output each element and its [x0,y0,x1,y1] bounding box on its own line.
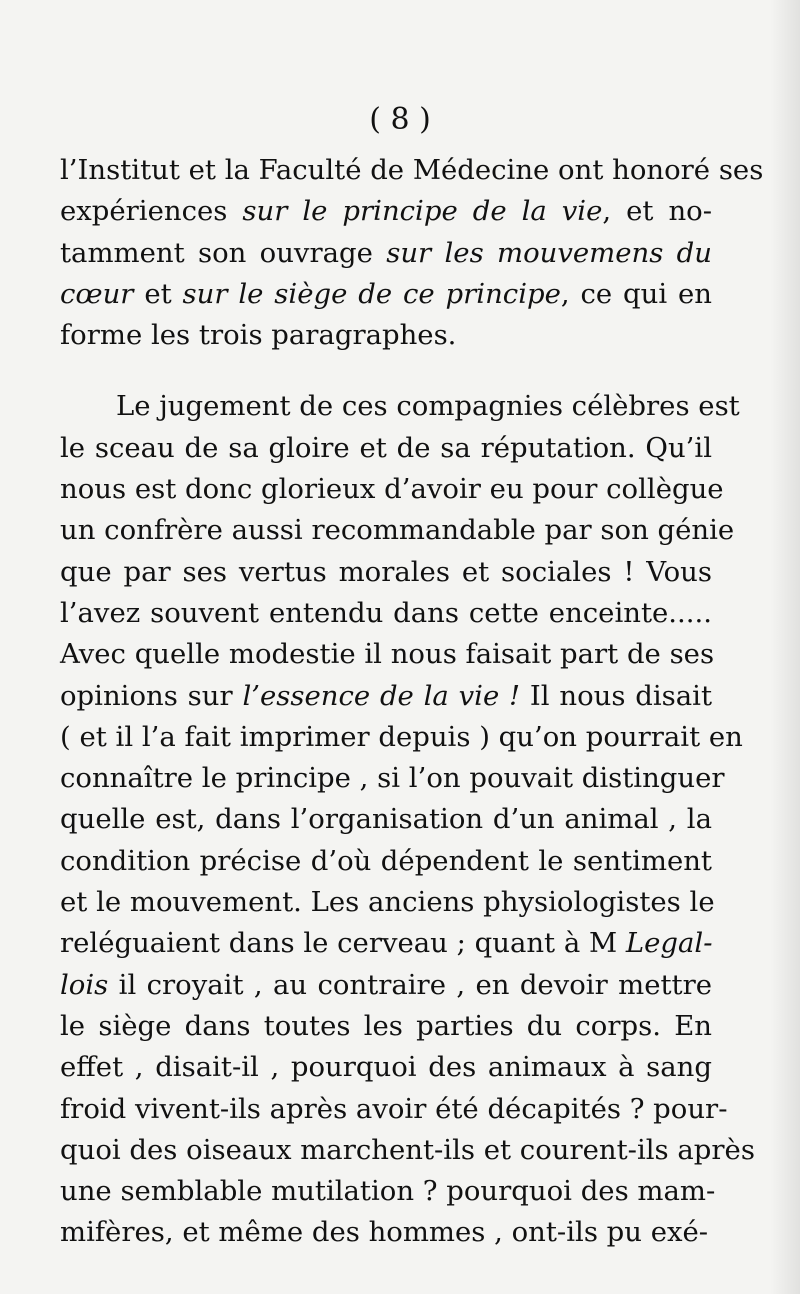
text-line [60,634,715,675]
text-line [60,1171,716,1212]
text-run: froid vivent-ils après avoir été décapités ? pour- [60,1092,728,1125]
text-run: l’Institut et la Faculté de Médecine ont honoré ses [60,154,764,186]
text-run: un confrère aussi recommandable par son génie [60,514,735,547]
text-line [60,882,715,923]
text-run: connaître le principe , si l’on pouvait distinguer [60,762,725,795]
text-line [60,965,712,1006]
text-run: Il nous disait [520,679,713,712]
text-run: et [133,277,183,310]
text-line [60,841,712,882]
text-run: nous est donc glorieux d’avoir eu pour collègue [60,473,724,506]
italic-text: lois [60,968,109,1001]
text-line [60,1130,755,1171]
text-run: forme les trois paragraphes. [60,319,457,352]
text-line [60,717,743,758]
text-line [60,799,712,840]
text-run: mifères, et même des hommes , ont-ils pu exé- [60,1216,709,1249]
text-line [60,676,712,717]
text-line [60,386,740,427]
text-run: effet , disait-il , pourquoi des animaux à sang [60,1051,712,1084]
italic-text: cœur [60,277,134,310]
text-line [60,191,712,232]
text-run: que par ses vertus morales et sociales ! Vous [60,555,712,588]
italic-text: sur le principe de la vie [242,195,603,228]
page-number: ( 8 ) [369,102,431,137]
text-run: l’avez souvent entendu dans cette enceinte..... [60,596,712,629]
text-line [60,1212,712,1253]
text-run: Le jugement de ces compagnies célèbres est [116,390,740,423]
text-run: opinions sur [60,679,243,712]
text-line [60,923,712,964]
italic-text: sur les mouvemens du [386,236,712,269]
text-run: quelle est, dans l’organisation d’un animal , la [60,803,712,836]
text-line [60,1089,728,1130]
text-line [60,150,764,191]
text-line [60,552,712,593]
italic-text: sur le siège de ce principe [182,277,561,310]
text-run: quoi des oiseaux marchent-ils et courent-ils après [60,1133,755,1166]
text-run: condition précise d’où dépendent le sentiment [60,844,712,877]
text-run: le sceau de sa gloire et de sa réputation. Qu’il [60,431,712,464]
text-line [60,233,712,274]
text-run: le siège dans toutes les parties du corps. En [60,1009,712,1042]
body-text [60,150,764,1254]
page-edge-shadow [770,0,800,1294]
text-line [60,469,724,510]
italic-text: Legal- [625,927,713,960]
text-run: Avec quelle modestie il nous faisait part de ses [60,638,715,671]
text-run: expériences [60,195,243,228]
italic-text: l’essence de la vie ! [242,679,521,712]
text-run: ( et il l’a fait imprimer depuis ) qu’on pourrait en [60,720,743,753]
text-run: une semblable mutilation ? pourquoi des mam- [60,1175,716,1208]
text-line [60,1047,712,1088]
text-line [60,428,712,469]
text-line [60,274,712,315]
text-line [60,315,712,356]
text-run: et le mouvement. Les anciens physiologistes le [60,886,715,919]
text-run: , et no- [602,195,712,228]
text-run: reléguaient dans le cerveau ; quant à M [60,927,626,960]
paragraph-gap [60,356,712,386]
text-run: , ce qui en [560,277,712,310]
text-line [60,510,735,551]
text-line [60,1006,712,1047]
text-line [60,593,712,634]
text-run: tamment son ouvrage [60,236,387,269]
text-line [60,758,725,799]
text-run: il croyait , au contraire , en devoir mettre [108,968,712,1001]
